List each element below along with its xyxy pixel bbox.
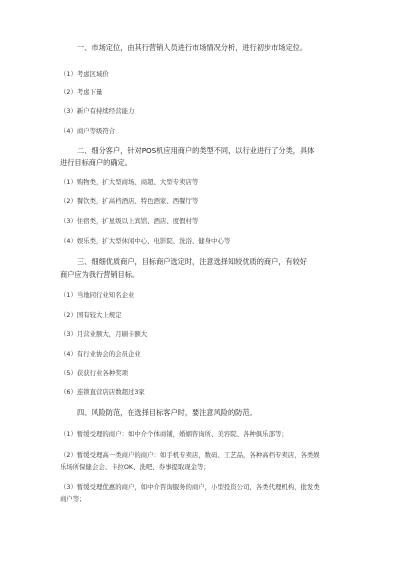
section-3-item: （6）连锁直营店店数超过3家 <box>60 388 145 396</box>
section-4-item-line: 乐场所保健会会、卡拉OK、洗吧、券事提取现金等； <box>60 463 210 471</box>
section-4-item-line: （1）暂缓受理的商户：如中介个体商铺，婚姻咨询所、美容院、各种俱乐部等； <box>60 430 288 438</box>
section-1-item: （2）考虑下量 <box>60 88 103 96</box>
section-3-heading-line: 商户应为我行营销目标。 <box>60 270 140 279</box>
section-1-item: （4）商户等级符合 <box>60 127 116 135</box>
section-4-item-line: （3）暂缓受理优惠的商户，如中介咨询服务的商户，小型投资公司，各类代理机构，批发类 <box>60 483 320 491</box>
section-4-item-line: （2）暂缓受理高一类商户的商户：如手机专卖店，数码、工艺品，各种高档专卖店，各类娱 <box>60 451 320 459</box>
section-2-item: （4）娱乐类，扩大型休闲中心、电影院、洗浴、健身中心等 <box>60 237 231 245</box>
section-1-heading: 一、市场定位，由其行营销人员进行市场情况分析，进行初步市场定位。 <box>77 43 308 52</box>
section-1-item: （3）新户有持续经营能力 <box>60 107 135 115</box>
section-3-item: （4）有行业协会的会员企业 <box>60 350 141 358</box>
section-3-item: （3）月营业额大，月刷卡额大 <box>60 330 148 338</box>
section-3-item: （5）获获行业各种奖项 <box>60 369 128 377</box>
section-3-heading-line: 三、细细优质商户，目标商户选定时，注意选择知较优质的商户，有较好 <box>77 257 308 266</box>
section-1-item: （1）考虑区域价 <box>60 70 109 78</box>
section-2-heading-line: 进行目标商户的确定。 <box>60 158 132 167</box>
section-3-item: （1）当地同行业知名企业 <box>60 291 135 299</box>
section-4-item-line: 商户等； <box>60 495 86 503</box>
section-2-item: （3）住宿类，扩星级以上宾馆、酒店、度假村等 <box>60 217 199 225</box>
section-2-item: （1）购物类，扩大型商场、商超、大型专卖店等 <box>60 178 199 186</box>
section-2-item: （2）餐饮类，扩高档酒店、特色酒家、西餐厅等 <box>60 197 199 205</box>
section-3-item: （2）国有较大上规定 <box>60 311 122 319</box>
section-4-heading: 四、风险防范，在选择目标客户时，要注意风险的防范。 <box>77 408 257 417</box>
section-2-heading-line: 二、细分客户，针对POS机应用商户的类型不同，以行业进行了分类，具体 <box>77 146 315 155</box>
